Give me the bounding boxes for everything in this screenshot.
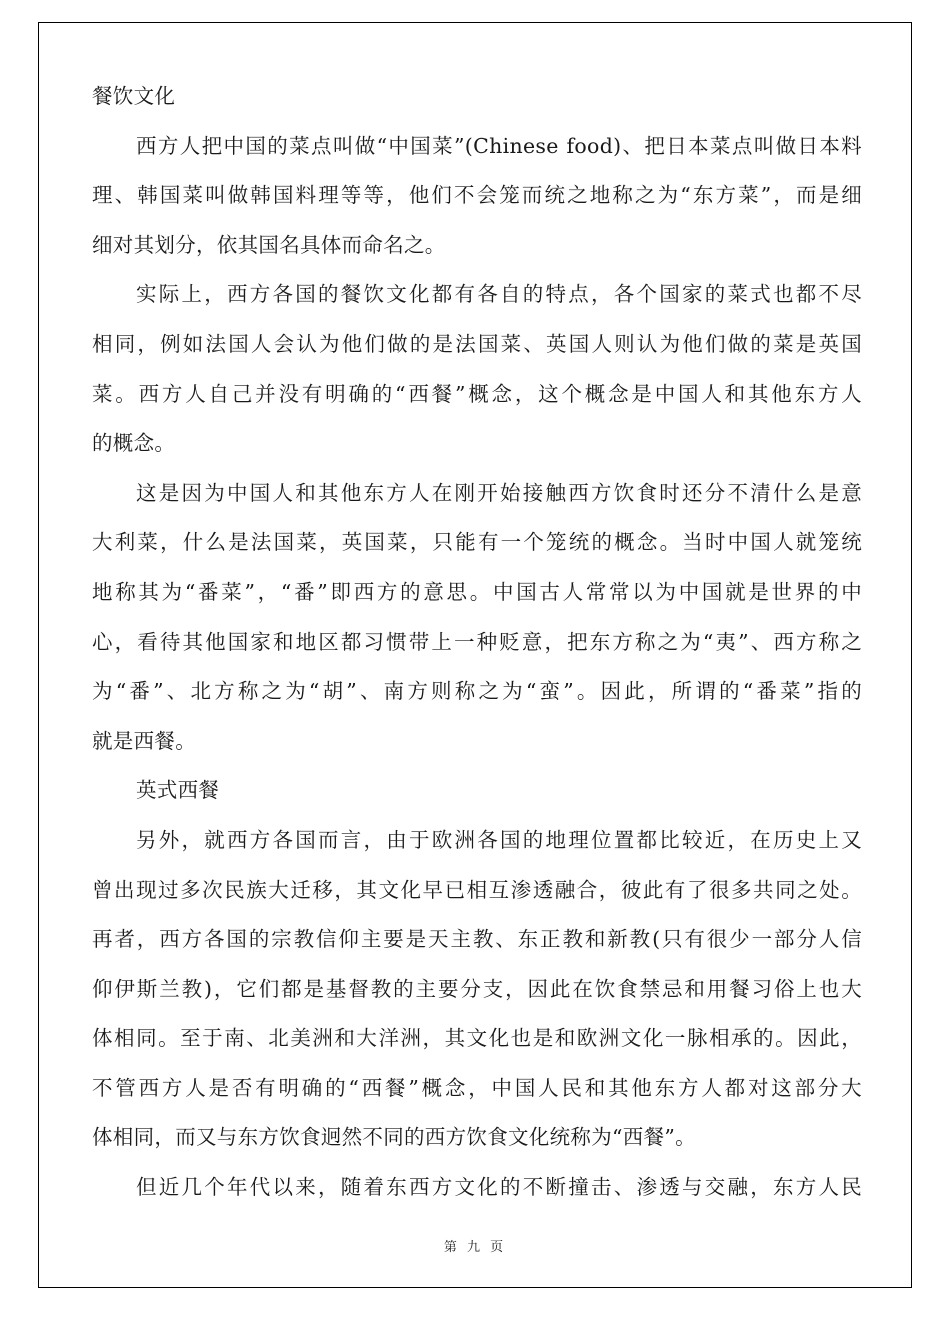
text-line: 再者，西方各国的宗教信仰主要是天主教、东正教和新教(只有很少一部分人信 — [92, 927, 862, 952]
text-line: 曾出现过多次民族大迁移，其文化早已相互渗透融合，彼此有了很多共同之处。 — [92, 877, 862, 902]
paragraph — [92, 270, 862, 468]
text-line: 但近几个年代以来，随着东西方文化的不断撞击、渗透与交融，东方人民 — [136, 1175, 862, 1200]
text-line: 体相同。至于南、北美洲和大洋洲，其文化也是和欧洲文化一脉相承的。因此， — [92, 1026, 862, 1051]
text-line: 菜。西方人自己并没有明确的“西餐”概念，这个概念是中国人和其他东方人 — [92, 381, 862, 406]
paragraph — [92, 1163, 862, 1213]
text-line: 为“番”、北方称之为“胡”、南方则称之为“蛮”。因此，所谓的“番菜”指的 — [92, 679, 862, 704]
document-heading: 餐饮文化 — [92, 84, 176, 108]
paragraph — [92, 122, 862, 271]
text-line: 实际上，西方各国的餐饮文化都有各自的特点，各个国家的菜式也都不尽 — [136, 282, 862, 307]
text-line: 地称其为“番菜”，“番”即西方的意思。中国古人常常以为中国就是世界的中 — [92, 579, 862, 604]
text-line: 大利菜，什么是法国菜，英国菜，只能有一个笼统的概念。当时中国人就笼统 — [92, 530, 862, 555]
paragraph — [92, 816, 862, 1163]
text-line: 心，看待其他国家和地区都习惯带上一种贬意，把东方称之为“夷”、西方称之 — [92, 629, 862, 654]
text-line: 仰伊斯兰教)，它们都是基督教的主要分支，因此在饮食禁忌和用餐习俗上也大 — [92, 976, 862, 1001]
page-number: 第 九 页 — [443, 1240, 507, 1255]
text-line: 另外，就西方各国而言，由于欧洲各国的地理位置都比较近，在历史上又 — [136, 827, 862, 852]
text-line: 体相同，而又与东方饮食迥然不同的西方饮食文化统称为“西餐”。 — [92, 1125, 696, 1150]
text-line: 不管西方人是否有明确的“西餐”概念，中国人民和其他东方人都对这部分大 — [92, 1075, 862, 1100]
text-line: 这是因为中国人和其他东方人在刚开始接触西方饮食时还分不清什么是意 — [136, 480, 862, 505]
text-line: 理、韩国菜叫做韩国料理等等，他们不会笼而统之地称之为“东方菜”，而是细 — [92, 183, 862, 208]
text-line: 细对其划分，依其国名具体而命名之。 — [92, 232, 446, 257]
text-line: 的概念。 — [92, 431, 176, 456]
document-body — [92, 72, 862, 1213]
text-line: 西方人把中国的菜点叫做“中国菜”(Chinese food)、把日本菜点叫做日本料 — [136, 133, 862, 158]
text-line: 就是西餐。 — [92, 728, 196, 753]
paragraph — [92, 469, 862, 767]
paragraph — [92, 766, 862, 816]
text-line: 相同，例如法国人会认为他们做的是法国菜、英国人则认为他们做的菜是英国 — [92, 331, 862, 356]
section-subheading: 英式西餐 — [136, 778, 220, 803]
